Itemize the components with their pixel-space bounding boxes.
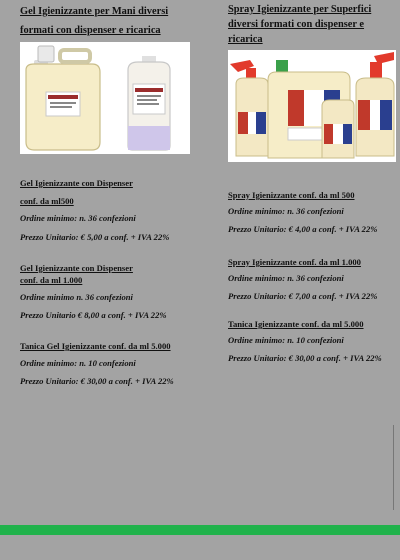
item-title: Gel Igienizzante con Dispenser (20, 263, 133, 273)
min-order: Ordine minimo: n. 10 confezioni (20, 358, 136, 368)
item-title-size: conf. da ml500 (20, 196, 74, 206)
unit-price: Prezzo Unitario: € 30,00 a conf. + IVA 22% (20, 376, 174, 386)
spray-item-500ml (228, 188, 398, 238)
item-title-size: conf. da ml 1.000 (20, 275, 83, 285)
min-order: Ordine minimo: n. 36 confezioni (20, 213, 136, 223)
unit-price: Prezzo Unitario: € 30,00 a conf. + IVA 22% (228, 353, 382, 363)
gel-item-500ml (20, 176, 210, 247)
min-order: Ordine minimo: n. 36 confezioni (228, 206, 344, 216)
gel-item-5000ml (20, 340, 210, 390)
gel-heading: Gel Igienizzante per Mani diversi formati con dispenser e ricarica (20, 6, 169, 36)
unit-price: Prezzo Unitario: € 5,00 a conf. + IVA 22% (20, 232, 170, 242)
unit-price: Prezzo Unitario: € 7,00 a conf. + IVA 22% (228, 291, 378, 301)
gel-product-photo (20, 42, 190, 154)
item-title: Tanica Igienizzante conf. da ml 5.000 (228, 319, 364, 329)
item-title: Gel Igienizzante con Dispenser (20, 178, 133, 188)
min-order: Ordine minimo: n. 10 confezioni (228, 335, 344, 345)
page-edge-line (393, 425, 394, 510)
min-order: Ordine minimo n. 36 confezioni (20, 292, 133, 302)
min-order: Ordine minimo: n. 36 confezioni (228, 273, 344, 283)
spray-item-5000ml (228, 317, 398, 367)
footer-green-bar (0, 525, 400, 535)
spray-item-1000ml (228, 255, 398, 305)
gel-item-1000ml (20, 262, 210, 324)
unit-price: Prezzo Unitario: € 4,00 a conf. + IVA 22% (228, 224, 378, 234)
item-title: Spray Igienizzante conf. da ml 1.000 (228, 257, 361, 267)
item-title: Tanica Gel Igienizzante conf. da ml 5.000 (20, 341, 171, 351)
unit-price: Prezzo Unitario € 8,00 a conf. + IVA 22% (20, 310, 167, 320)
spray-heading: Spray Igienizzante per Superfici diversi formati con dispenser e ricarica (228, 4, 372, 45)
item-title: Spray Igienizzante conf. da ml 500 (228, 190, 355, 200)
spray-product-photo (228, 50, 396, 162)
